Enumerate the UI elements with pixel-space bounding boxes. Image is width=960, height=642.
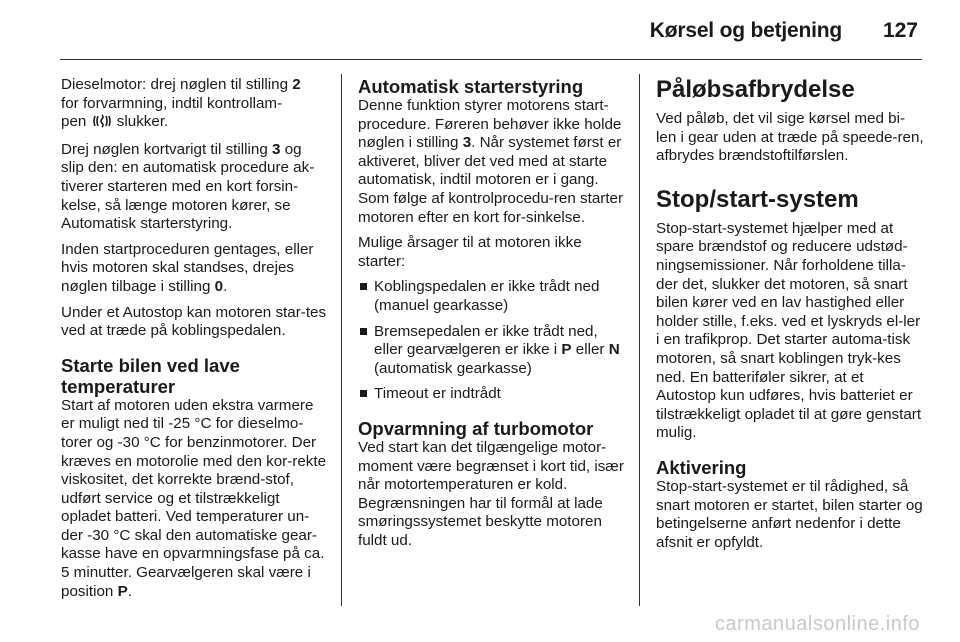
heading-stop-start: Stop/start-system	[656, 185, 859, 213]
paragraph-diesel-preheat: Dieselmotor: drej nøglen til stilling 2 for forvarmning, indtil kontrollam- pen slukker.	[61, 76, 327, 134]
page-header	[0, 0, 960, 62]
heading-activation: Aktivering	[656, 456, 747, 478]
column-3	[656, 76, 924, 559]
chapter-title: Kørsel og betjening	[649, 19, 842, 42]
list-item: Timeout er indtrådt	[358, 385, 624, 404]
bullet-square-icon	[360, 283, 367, 290]
column-divider-1	[341, 74, 342, 606]
header-divider	[60, 59, 922, 60]
column-divider-2	[639, 74, 640, 606]
heading-automatic-starter: Automatisk starterstyring	[358, 76, 584, 97]
paragraph-possible-causes: Mulige årsager til at motoren ikke starter:	[358, 234, 582, 270]
column-2	[358, 76, 624, 557]
bullet-square-icon	[360, 390, 367, 397]
paragraph-repeat-start: Inden startproceduren gentages, eller hvis motoren skal standses, drejes nøglen tilbage i stilling 0.	[61, 240, 314, 295]
paragraph-autostop: Under et Autostop kan motoren star-tes ved at træde på koblingspedalen.	[61, 303, 327, 340]
paragraph-fuel-cutoff: Ved påløb, det vil sige kørsel med bi-len i gear uden at træde på speede-ren, afbrydes brændstoftilførslen.	[656, 110, 924, 165]
heading-fuel-cutoff: Påløbsafbrydelse	[656, 76, 855, 103]
list-item: Bremsepedalen er ikke trådt ned, eller gearvælgeren er ikke i P eller N (automatisk gearkasse)	[358, 323, 624, 379]
list-item: Koblingspedalen er ikke trådt ned (manuel gearkasse)	[358, 278, 624, 315]
page-number: 127	[882, 19, 918, 42]
paragraph-turn-key: Drej nøglen kortvarigt til stilling 3 og slip den: en automatisk procedure ak-tiverer starteren med en kort forsin-kelse, så længe motoren kører, se Automatisk starterstyring.	[61, 140, 315, 233]
paragraph-stop-start: Stop-start-systemet hjælper med at spare brændstof og reducere udstød-ningsemissioner. Når forholdene tilla-der det, slukker det motoren, så snart bilen kører ved en lav hastighed eller holder stille, f.eks. ved et lyskryds el-ler i en trafikprop. Det starter automa-tisk motoren, så snart koblingen tryk-kes ned. En batteriføler sikrer, at et Autostop kun udføres, hvis batteriet er tilstrækkeligt opladet til at gøre genstart mulig.	[656, 219, 922, 442]
column-1	[61, 76, 327, 608]
paragraph-activation: Stop-start-systemet er til rådighed, så snart motoren er startet, bilen starter og betingelserne anført nedenfor i dette afsnit er opfyldt.	[656, 477, 923, 551]
paragraph-cold-start: Start af motoren uden ekstra varmere er muligt ned til -25 °C for dieselmo-torer og -30 °C for benzinmotorer. Der kræves en motorolie med den kor-rekte viskositet, det korrekte brænd-stof, udført service og et tilstrækkeligt opladet batteri. Ved temperaturer un-der -30 °C skal den automatiske gear-kasse have en opvarmningsfase på ca. 5 minutter. Gearvælgeren skal være i position P.	[61, 396, 327, 600]
heading-turbo-warmup: Opvarmning af turbomotor	[358, 417, 594, 439]
paragraph-turbo-warmup: Ved start kan det tilgængelige motor-moment være begrænset i kort tid, især når motortemperaturen er kold. Begrænsningen har til formål at lade smøringssystemet beskytte motoren fuldt ud.	[358, 438, 624, 549]
watermark: carmanualsonline.info	[714, 613, 920, 635]
heading-cold-start: Starte bilen ved lave temperaturer	[61, 354, 240, 397]
bullet-square-icon	[360, 328, 367, 335]
causes-list	[358, 278, 624, 404]
paragraph-automatic-starter: Denne funktion styrer motorens start-procedure. Føreren behøver ikke holde nøglen i stilling 3. Når systemet først er aktiveret, bliver det ved med at starte automatisk, indtil motoren er i gang. Som følge af kontrolprocedu-ren starter motoren efter en kort for-sinkelse.	[358, 97, 624, 226]
glow-plug-icon	[93, 114, 111, 134]
